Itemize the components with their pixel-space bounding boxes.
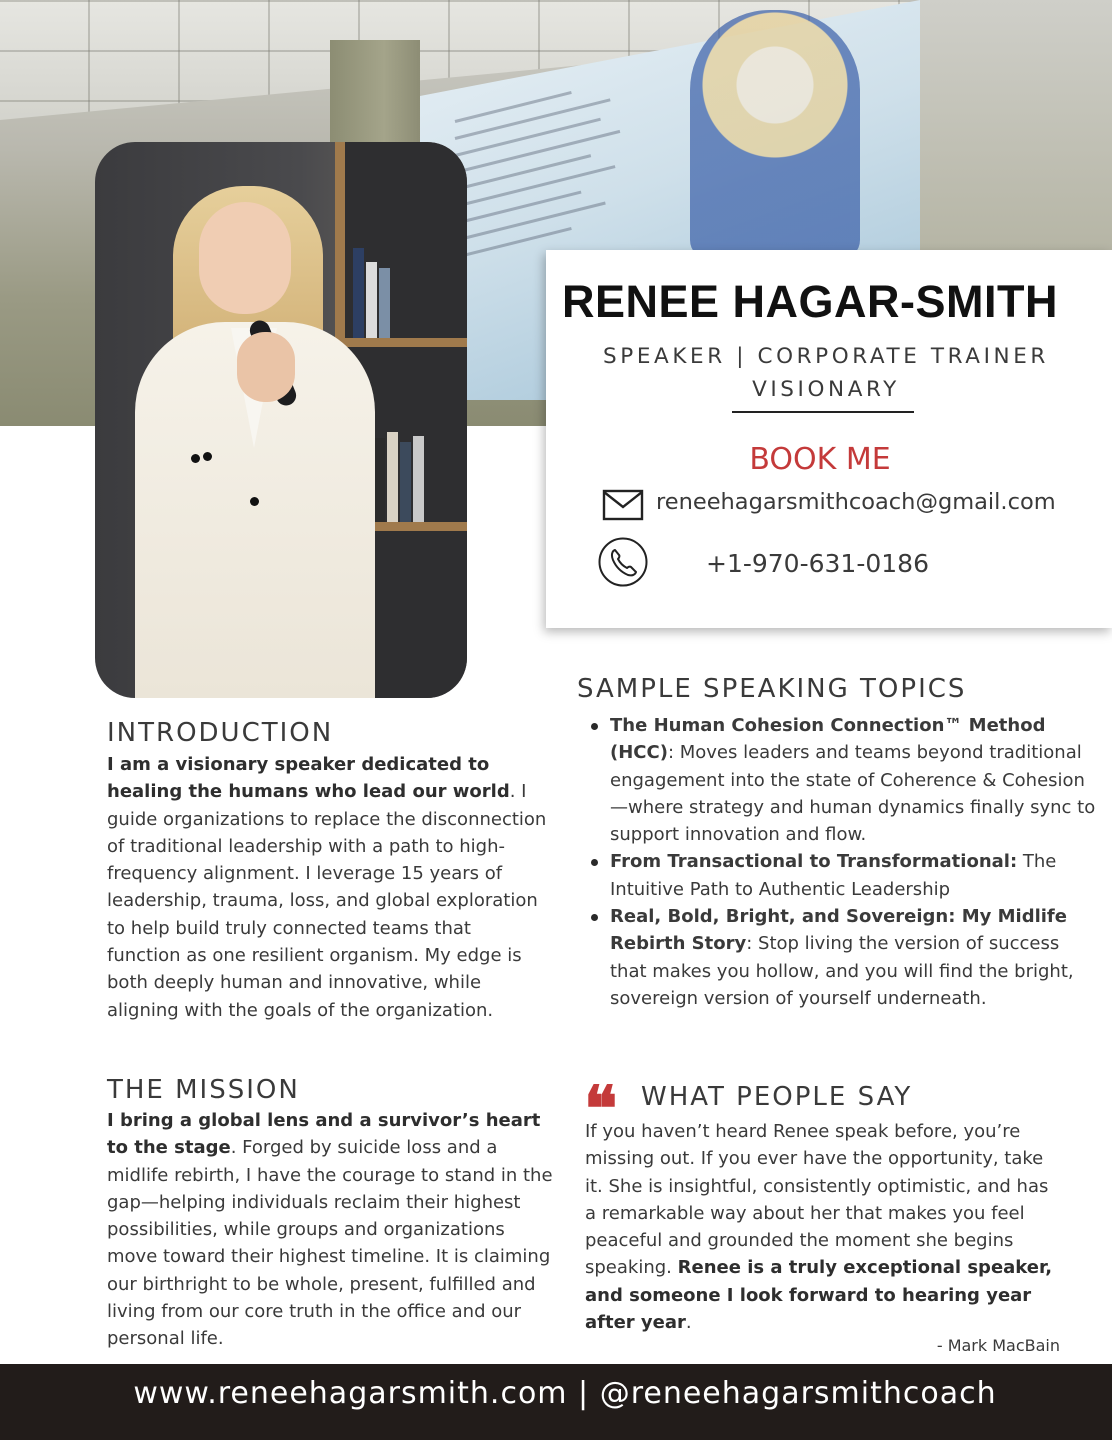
hand	[237, 332, 295, 402]
mission-body: . Forged by suicide loss and a midlife rebirth, I have the courage to stand in the gap—helping individuals reclaim their highest possibilities, while groups and organizations move toward their highest timeline. It is claiming our birthright to be whole, present, fulfilled and living from our core truth in the office and our personal life.	[107, 1137, 553, 1350]
book-me-heading: BOOK ME	[749, 442, 891, 477]
introduction-heading: INTRODUCTION	[107, 718, 334, 748]
topic-description: : Stop living the version of success that makes you hollow, and you will find the bright, sovereign version of yourself underneath.	[610, 933, 1074, 1009]
book	[374, 438, 385, 522]
topic-item	[610, 903, 1100, 1012]
footer-links[interactable]: www.reneehagarsmith.com | @reneehagarsmithcoach	[133, 1376, 997, 1411]
testimonial-text	[585, 1118, 1063, 1336]
jacket-button	[191, 454, 200, 463]
roles-line-2: VISIONARY	[752, 377, 900, 402]
book	[413, 436, 424, 522]
topic-title: The Human Cohesion Connection™ Method (HCC)	[610, 715, 1046, 764]
topic-title: Real, Bold, Bright, and Sovereign: My Midlife Rebirth Story	[610, 906, 1067, 955]
topic-item	[610, 848, 1100, 903]
mission-bold: I bring a global lens and a survivor’s heart to the stage	[107, 1110, 541, 1159]
quote-icon: ❝	[584, 1072, 618, 1145]
introduction-body: . I guide organizations to replace the disconnection of traditional leadership with a path to high-frequency alignment. I leverage 15 years of leadership, trauma, loss, and global exploration to help build truly connected teams that function as one resilient organism. My edge is both deeply human and innovative, while aligning with the goals of the organization.	[107, 781, 547, 1021]
email-link[interactable]: reneehagarsmithcoach@gmail.com	[656, 489, 1056, 515]
jacket-button	[203, 452, 212, 461]
jacket-button	[250, 497, 259, 506]
roles-line-1: SPEAKER | CORPORATE TRAINER	[603, 344, 1049, 369]
phone-icon	[597, 536, 649, 588]
testimonial-bold: Renee is a truly exceptional speaker, and someone I look forward to hearing year after year	[585, 1257, 1053, 1334]
introduction-text	[107, 751, 547, 1024]
mission-text	[107, 1107, 555, 1353]
topic-description: The Intuitive Path to Authentic Leadership	[610, 851, 1057, 900]
projected-portrait	[690, 10, 860, 260]
testimonial-body: If you haven’t heard Renee speak before, you’re missing out. If you ever have the opportunity, take it. She is insightful, consistently optimistic, and has a remarkable way about her that makes you feel peaceful and grounded the moment she begins speaking.	[585, 1121, 1049, 1279]
speaker-roles	[556, 340, 1096, 406]
envelope-icon	[602, 489, 644, 521]
phone-link[interactable]: +1-970-631-0186	[706, 549, 929, 578]
introduction-bold: I am a visionary speaker dedicated to healing the humans who lead our world	[107, 754, 510, 803]
shelf	[335, 338, 467, 347]
topic-item	[610, 712, 1100, 848]
topics-heading: SAMPLE SPEAKING TOPICS	[577, 674, 967, 704]
testimonial-end: .	[685, 1312, 692, 1334]
topic-title: From Transactional to Transformational:	[610, 851, 1018, 873]
speaker-name: RENEE HAGAR-SMITH	[562, 276, 1059, 327]
topic-description: : Moves leaders and teams beyond traditional engagement into the state of Coherence & Cohesion—where strategy and human dynamics finally sync to support innovation and flow.	[610, 742, 1096, 846]
testimonial-attribution: - Mark MacBain	[936, 1336, 1060, 1355]
book	[400, 442, 411, 522]
speaker-portrait-photo	[95, 142, 467, 698]
topics-list	[586, 712, 1100, 1012]
book	[387, 432, 398, 522]
testimonial-heading: WHAT PEOPLE SAY	[641, 1082, 913, 1112]
mission-heading: THE MISSION	[107, 1075, 300, 1105]
divider	[732, 411, 914, 413]
